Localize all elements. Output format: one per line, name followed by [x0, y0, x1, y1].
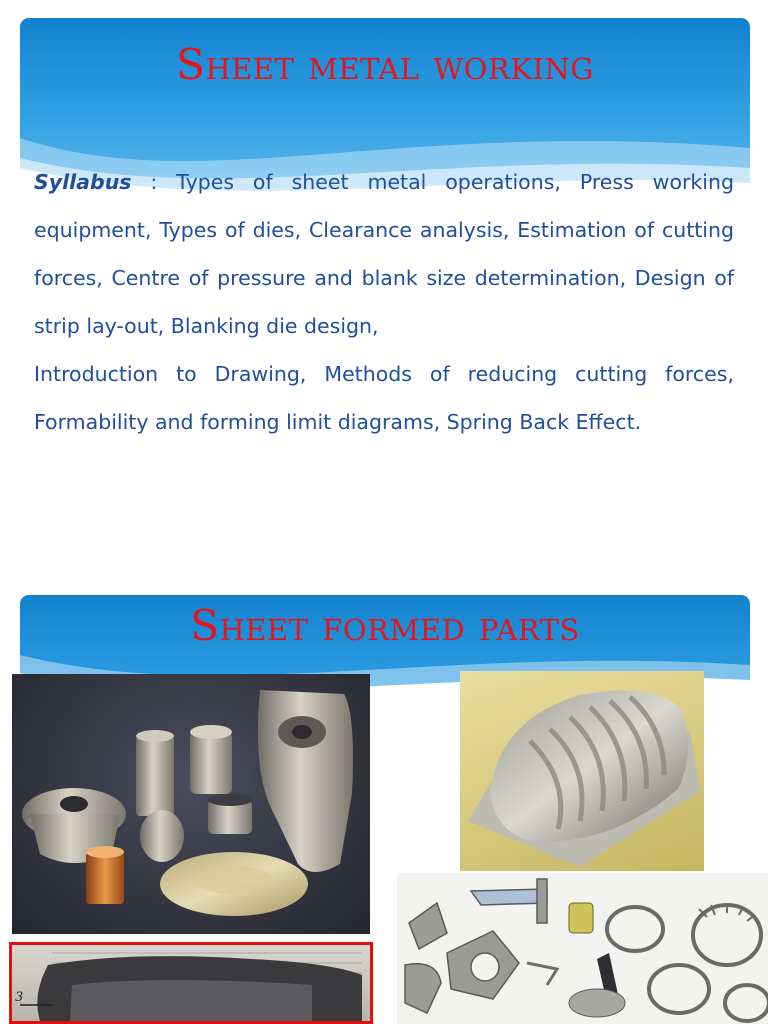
oil-pan-photo: [460, 671, 704, 871]
syllabus-text: [34, 158, 734, 446]
syllabus-line-2: cutting forces, Centre of pressure and blank size determination, Design of strip lay-out, Blanking die design,: [34, 218, 734, 338]
syllabus-line-3: Introduction to Drawing, Methods of reducing cutting forces, Formability and forming limit diagrams, Spring Back Effect.: [34, 362, 734, 434]
slide-sheet-formed-parts: [0, 585, 768, 1024]
slide-title: Sheet metal working: [176, 40, 594, 89]
syllabus-line-1: : Types of sheet metal operations, Press working equipment, Types of dies, Clearance analysis, Estimation of: [34, 170, 734, 242]
formed-parts-photo: [12, 674, 370, 934]
figure-number: 3: [15, 990, 24, 1005]
stamped-parts-photo: [397, 873, 768, 1024]
drawn-part-figure: [9, 942, 373, 1024]
syllabus-label: Syllabus: [34, 170, 132, 194]
slide-title: Sheet formed parts: [190, 601, 580, 650]
